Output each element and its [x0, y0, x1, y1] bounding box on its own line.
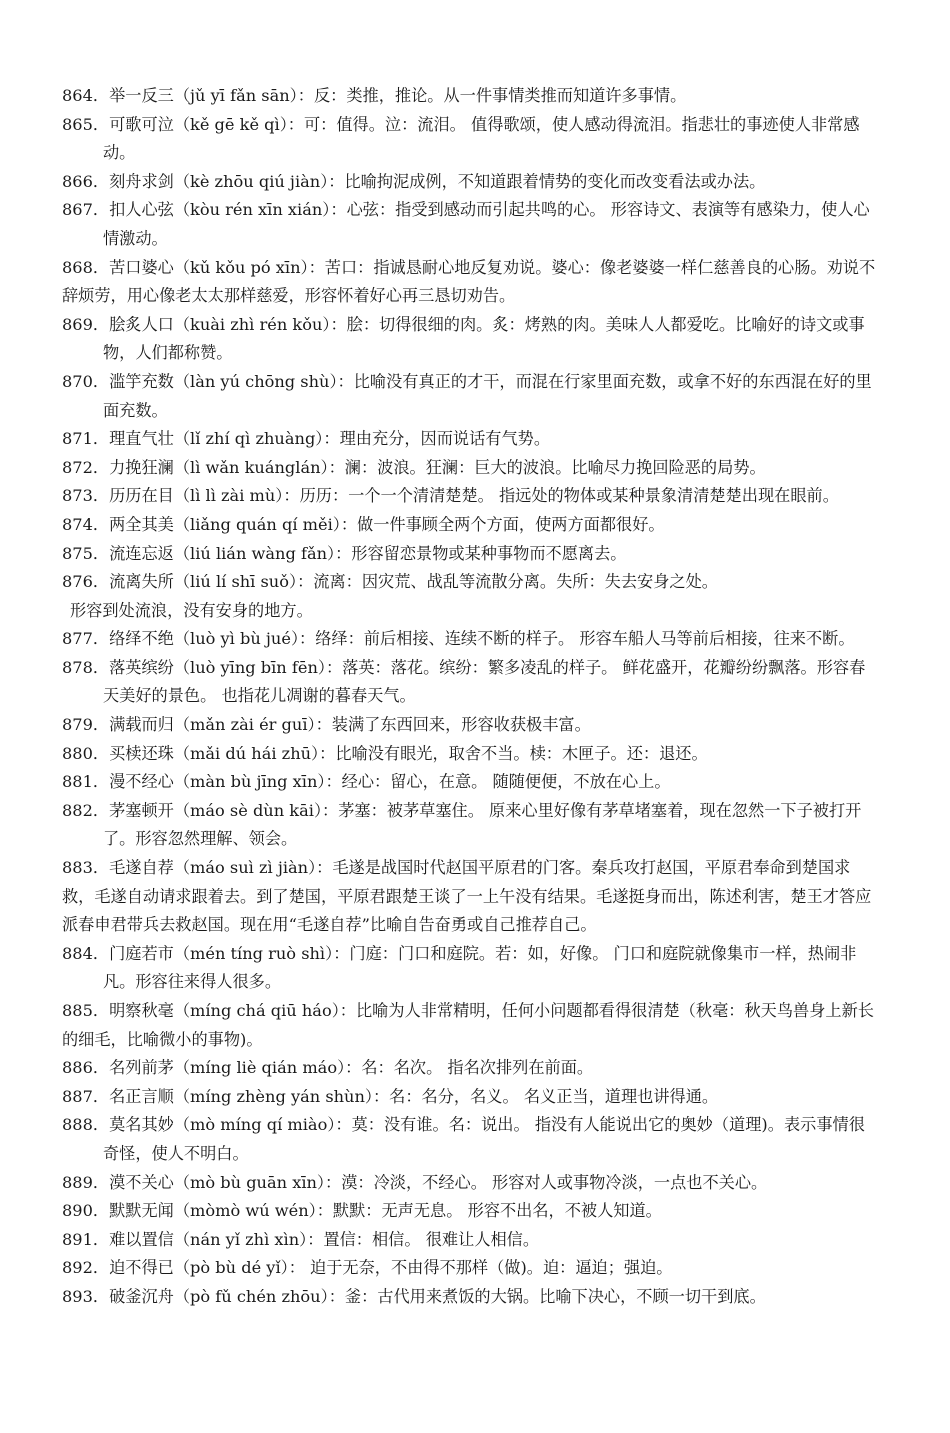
entry-864: 864．举一反三（jǔ yī fǎn sān）：反：类推，推论。从一件事情类推而知道许多事情。	[62, 86, 687, 105]
entry-870: 870．滥竽充数（làn yú chōng shù）：比喻没有真正的才干，而混在行家里面充数，或拿不好的东西混在好的里面充数。	[62, 371, 872, 420]
entry-866: 866．刻舟求剑（kè zhōu qiú jiàn）：比喻拘泥成例，不知道跟着情势的变化而改变看法或办法。	[62, 171, 766, 191]
entry-872: 872．力挽狂澜（lì wǎn kuánglán）：澜：波浪。狂澜：巨大的波浪。比喻尽力挽回险恶的局势。	[62, 457, 766, 477]
entry-880: 880．买椟还珠（mǎi dú hái zhū）：比喻没有眼光，取舍不当。椟：木匣子。还：退还。	[62, 743, 708, 763]
entry-873: 873．历历在目（lì lì zài mù）：历历：一个一个清清楚楚。 指远处的物体或某种景象清清楚楚出现在眼前。	[62, 486, 839, 506]
entry-874: 874．两全其美（liǎng quán qí měi）：做一件事顾全两个方面，使两方面都很好。	[62, 514, 665, 534]
entry-893: 893．破釜沉舟（pò fǔ chén zhōu）：釜：古代用来煮饭的大锅。比喻下决心，不顾一切干到底。	[62, 1286, 766, 1306]
entry-888: 888．莫名其妙（mò míng qí miào）：莫：没有谁。名：说出。 指没有人能说出它的奥妙（道理)。表示事情很奇怪，使人不明白。	[62, 1115, 865, 1163]
entry-886: 886．名列前茅（míng liè qián máo）：名：名次。 指名次排列在前面。	[62, 1058, 594, 1078]
entry-887: 887．名正言顺（míng zhèng yán shùn）：名：名分，名义。 名义正当，道理也讲得通。	[62, 1086, 719, 1106]
entry-867: 867．扣人心弦（kòu rén xīn xián）：心弦：指受到感动而引起共鸣的心。 形容诗文、表演等有感染力，使人心情激动。	[62, 200, 870, 248]
entry-884: 884．门庭若市（mén tíng ruò shì）：门庭：门口和庭院。若：如，好像。 门口和庭院就像集市一样，热闹非凡。形容往来得人很多。	[62, 943, 857, 992]
entry-877: 877．络绎不绝（luò yì bù jué）：络绎：前后相接、连续不断的样子。 形容车船人马等前后相接，往来不断。	[62, 629, 855, 649]
entry-865: 865．可歌可泣（kě gē kě qì）：可：值得。泣：流泪。 值得歌颂，使人感动得流泪。指悲壮的事迹使人非常感动。	[62, 114, 860, 163]
entry-890: 890．默默无闻（mòmò wú wén）：默默：无声无息。 形容不出名，不被人知道。	[62, 1201, 662, 1221]
entry-875: 875．流连忘返（liú lián wàng fǎn）：形容留恋景物或某种事物而不愿离去。	[62, 543, 627, 563]
entry-885: 885．明察秋毫（míng chá qiū háo）：比喻为人非常精明，任何小问题都看得很清楚（秋毫：秋天鸟兽身上新长的细毛，比喻微小的事物)。	[62, 1001, 874, 1049]
entry-892: 892．迫不得已（pò bù dé yǐ）： 迫于无奈，不由得不那样（做)。迫：逼迫；强迫。	[62, 1258, 673, 1278]
entry-878: 878．落英缤纷（luò yīng bīn fēn）：落英：落花。缤纷：繁多凌乱的样子。 鲜花盛开，花瓣纷纷飘落。形容春天美好的景色。 也指花儿凋谢的暮春天气。	[62, 657, 866, 706]
entry-882: 882．茅塞顿开（máo sè dùn kāi）：茅塞：被茅草塞住。 原来心里好像有茅草堵塞着，现在忽然一下子被打开了。形容忽然理解、领会。	[62, 800, 862, 849]
entry-869: 869．脍炙人口（kuài zhì rén kǒu）：脍：切得很细的肉。炙：烤熟的肉。美味人人都爱吃。比喻好的诗文或事物，人们都称赞。	[62, 314, 865, 363]
entry-881: 881．漫不经心（màn bù jīng xīn）：经心：留心，在意。 随随便便，不放在心上。	[62, 772, 671, 792]
entry-876: 876．流离失所（liú lí shī suǒ）：流离：因灾荒、战乱等流散分离。失所：失去安身之处。	[62, 572, 718, 592]
entry-891: 891．难以置信（nán yǐ zhì xìn）：置信：相信。 很难让人相信。	[62, 1229, 540, 1249]
entry-883: 883．毛遂自荐（máo suì zì jiàn）：毛遂是战国时代赵国平原君的门客。秦兵攻打赵国，平原君奉命到楚国求救，毛遂自动请求跟着去。到了楚国，平原君跟楚王谈了一上午没有结果。毛遂挺身而出，陈述利害，楚王才答应派春申君带兵去救赵国。现在用“毛遂自荐”比喻自告奋勇或自己推荐自己。	[62, 858, 872, 935]
entry-879: 879．满载而归（mǎn zài ér guī）：装满了东西回来，形容收获极丰富。	[62, 715, 591, 735]
document-page	[62, 82, 880, 1312]
entry-868: 868．苦口婆心（kǔ kǒu pó xīn）：苦口：指诚恳耐心地反复劝说。婆心：像老婆婆一样仁慈善良的心肠。劝说不辞烦劳，用心像老太太那样慈爱，形容怀着好心再三恳切劝告。	[62, 257, 876, 306]
entry-871: 871．理直气壮（lǐ zhí qì zhuàng）：理由充分，因而说话有气势。	[62, 429, 551, 449]
entry-876-continuation: 形容到处流浪，没有安身的地方。	[70, 600, 313, 620]
entry-889: 889．漠不关心（mò bù guān xīn）：漠：冷淡，不经心。 形容对人或事物冷淡，一点也不关心。	[62, 1172, 768, 1192]
